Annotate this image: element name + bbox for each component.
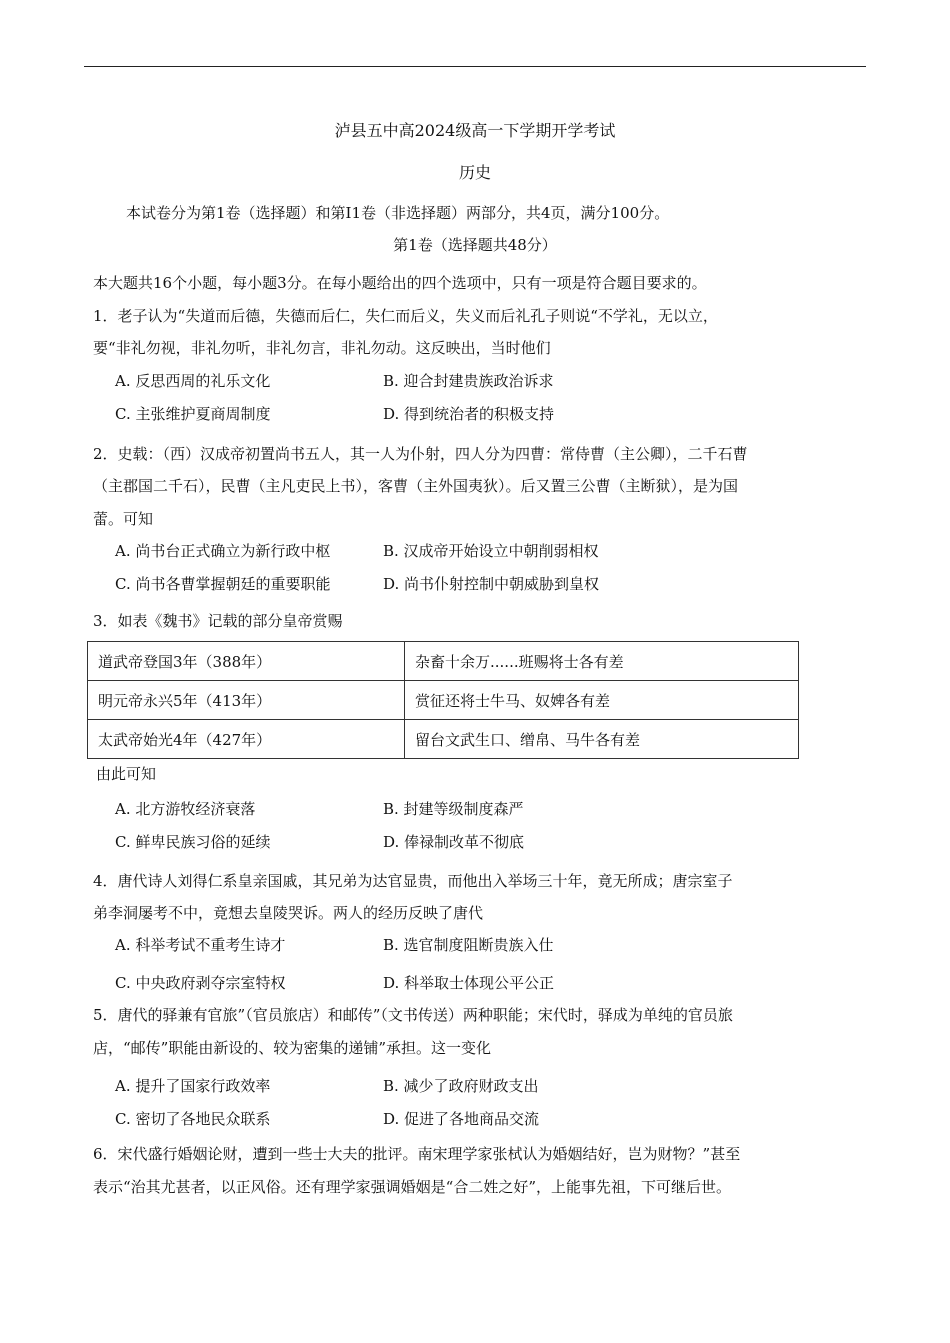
question-6-stem-line1: 6．宋代盛行婚姻论财，遭到一些士大夫的批评。南宋理学家张栻认为婚姻结好，岂为财物？”甚至 xyxy=(93,1145,741,1163)
question-3-option-b: B. 封建等级制度森严 xyxy=(383,800,524,818)
question-1-option-d: D. 得到统治者的积极支持 xyxy=(383,405,555,423)
table-cell: 明元帝永兴5年（413年） xyxy=(88,681,405,720)
question-4-option-d: D. 科举取士体现公平公正 xyxy=(383,974,555,992)
question-3-option-a: A. 北方游牧经济衰落 xyxy=(115,800,256,818)
table-cell: 太武帝始光4年（427年） xyxy=(88,720,405,759)
table-cell: 杂畜十余万......班赐将士各有差 xyxy=(405,642,799,681)
question-4-option-b: B. 选官制度阻断贵族入仕 xyxy=(383,936,554,954)
question-5-option-c: C. 密切了各地民众联系 xyxy=(115,1110,271,1128)
question-2-stem-line3: 蕾。可知 xyxy=(93,510,154,528)
question-5-stem-line1: 5．唐代的驿兼有官旅”（官员旅店）和邮传”（文书传送）两种职能；宋代时，驿成为单纯的官员旅 xyxy=(93,1006,733,1024)
question-3-option-d: D. 俸禄制改革不彻底 xyxy=(383,833,525,851)
table-row xyxy=(88,642,799,681)
exam-intro: 本试卷分为第1卷（选择题）和第I1卷（非选择题）两部分，共4页，满分100分。 xyxy=(126,204,670,222)
question-1-stem-line1: 1．老子认为“失道而后德，失德而后仁，失仁而后义，失义而后礼孔子则说“不学礼，无以立， xyxy=(93,307,718,325)
question-3-stem: 3．如表《魏书》记载的部分皇帝赏赐 xyxy=(93,612,343,630)
question-4-option-c: C. 中央政府剥夺宗室特权 xyxy=(115,974,286,992)
table-row xyxy=(88,720,799,759)
question-3-option-c: C. 鲜卑民族习俗的延续 xyxy=(115,833,271,851)
table-cell: 留台文武生口、缯帛、马牛各有差 xyxy=(405,720,799,759)
section-instruction: 本大题共16个小题，每小题3分。在每小题给出的四个选项中，只有一项是符合题目要求的。 xyxy=(93,274,707,292)
exam-title: 泸县五中高2024级高一下学期开学考试 xyxy=(334,121,616,140)
question-2-option-a: A. 尚书台正式确立为新行政中枢 xyxy=(115,542,331,560)
question-2-option-d: D. 尚书仆射控制中朝威胁到皇权 xyxy=(383,575,600,593)
question-5-stem-line2: 店，“邮传”职能由新设的、较为密集的递铺”承担。这一变化 xyxy=(93,1039,492,1057)
question-2-stem-line1: 2．史载：（西）汉成帝初置尚书五人，其一人为仆射，四人分为四曹：常侍曹（主公卿），二千石曹 xyxy=(93,445,748,463)
question-6-stem-line2: 表示“治其尤甚者，以正风俗。还有理学家强调婚姻是“合二姓之好”，上能事先祖，下可继后世。 xyxy=(93,1178,732,1196)
table-cell: 道武帝登国3年（388年） xyxy=(88,642,405,681)
question-5-option-a: A. 提升了国家行政效率 xyxy=(115,1077,271,1095)
question-2-option-b: B. 汉成帝开始设立中朝削弱相权 xyxy=(383,542,599,560)
question-4-stem-line2: 弟李洞屡考不中，竟想去皇陵哭诉。两人的经历反映了唐代 xyxy=(93,904,484,922)
section-heading: 第1卷（选择题共48分） xyxy=(393,236,557,254)
table-row xyxy=(88,681,799,720)
question-4-option-a: A. 科举考试不重考生诗才 xyxy=(115,936,286,954)
question-5-option-b: B. 减少了政府财政支出 xyxy=(383,1077,539,1095)
question-2-option-c: C. 尚书各曹掌握朝廷的重要职能 xyxy=(115,575,331,593)
question-3-conclusion: 由此可知 xyxy=(96,765,157,783)
question-5-option-d: D. 促进了各地商品交流 xyxy=(383,1110,540,1128)
header-rule xyxy=(84,66,866,67)
question-1-option-c: C. 主张维护夏商周制度 xyxy=(115,405,271,423)
question-1-option-a: A. 反思西周的礼乐文化 xyxy=(115,372,271,390)
reward-table xyxy=(87,641,799,759)
question-1-stem-line2: 要“非礼勿视，非礼勿听，非礼勿言，非礼勿动。这反映出，当时他们 xyxy=(93,339,551,357)
subject-title: 历史 xyxy=(458,163,491,182)
question-1-option-b: B. 迎合封建贵族政治诉求 xyxy=(383,372,554,390)
question-2-stem-line2: （主郡国二千石），民曹（主凡吏民上书），客曹（主外国夷狄）。后又置三公曹（主断狱），是为国 xyxy=(93,477,739,495)
question-4-stem-line1: 4．唐代诗人刘得仁系皇亲国戚，其兄弟为达官显贵，而他出入举场三十年，竟无所成；唐宗室子 xyxy=(93,872,733,890)
table-cell: 赏征还将士牛马、奴婢各有差 xyxy=(405,681,799,720)
